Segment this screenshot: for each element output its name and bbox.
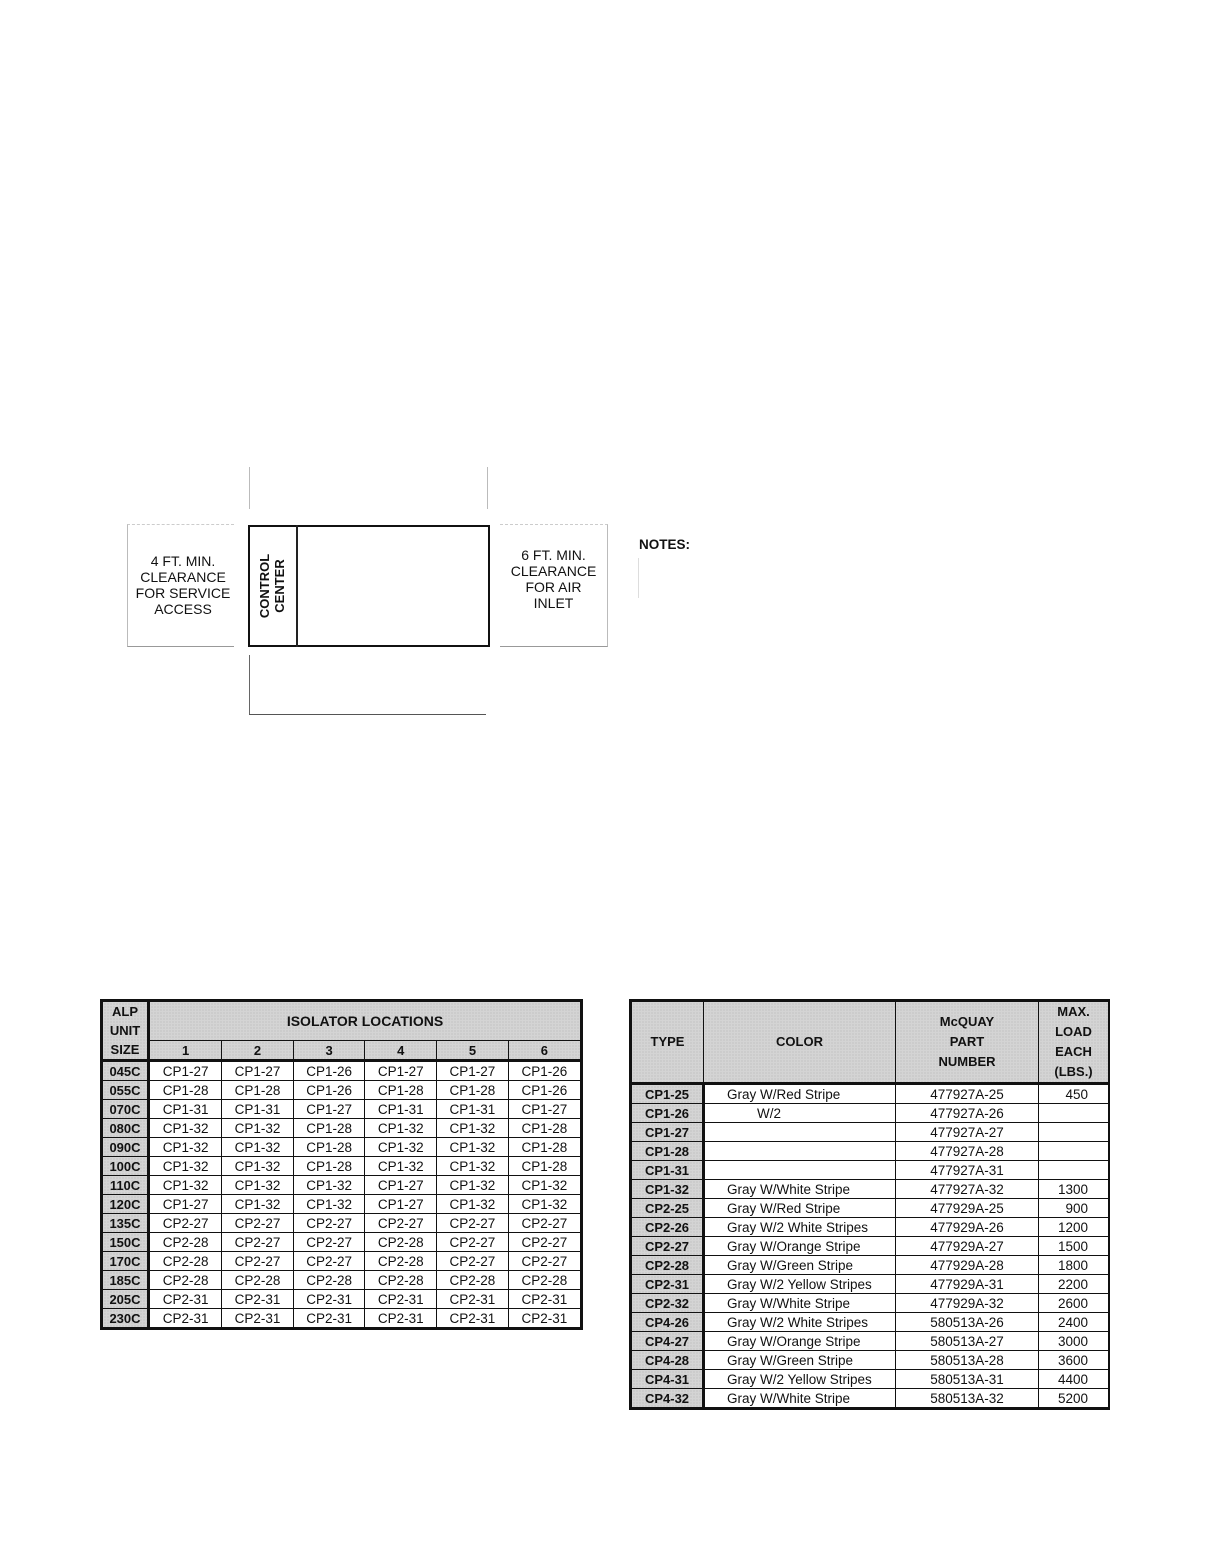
isolator-location-cell: CP2-31: [508, 1290, 581, 1309]
location-number-header: 2: [222, 1041, 294, 1061]
isolator-location-cell: CP1-28: [222, 1081, 294, 1100]
notes-label: NOTES:: [639, 537, 691, 552]
table-row: [102, 1157, 582, 1176]
color-header-text: COLOR: [776, 1034, 823, 1049]
type-cell: CP2-26: [631, 1218, 704, 1237]
isolator-location-cell: CP2-28: [365, 1233, 437, 1252]
isolator-location-cell: CP1-32: [437, 1157, 509, 1176]
max-load-cell: 2600: [1039, 1294, 1110, 1313]
isolator-location-cell: CP2-28: [293, 1271, 365, 1290]
air-inlet-clearance-box: [500, 524, 608, 647]
isolator-location-cell: CP2-28: [149, 1252, 222, 1271]
table-row: [631, 1199, 1110, 1218]
max-load-cell: 5200: [1039, 1389, 1110, 1409]
isolator-location-cell: CP1-27: [293, 1100, 365, 1119]
color-cell: Gray W/White Stripe: [704, 1294, 896, 1313]
isolator-location-cell: CP2-31: [149, 1309, 222, 1329]
color-cell: Gray W/Green Stripe: [704, 1351, 896, 1370]
isolator-location-cell: CP1-31: [222, 1100, 294, 1119]
top-guide-left: [249, 467, 250, 509]
isolator-location-cell: CP1-27: [149, 1061, 222, 1081]
table-row: [102, 1061, 582, 1081]
type-cell: CP2-27: [631, 1237, 704, 1256]
type-cell: CP2-32: [631, 1294, 704, 1313]
max-load-cell: 450: [1039, 1084, 1110, 1104]
isolator-location-cell: CP2-27: [222, 1214, 294, 1233]
isolator-location-cell: CP1-32: [293, 1176, 365, 1195]
isolator-location-cell: CP2-31: [437, 1290, 509, 1309]
service-clearance-label: 4 FT. MIN. CLEARANCE FOR SERVICE ACCESS: [135, 553, 231, 617]
isolator-location-cell: CP1-27: [365, 1176, 437, 1195]
isolator-location-cell: CP2-28: [149, 1271, 222, 1290]
isolator-type-table: [629, 999, 1110, 1410]
unit-size-cell: 185C: [102, 1271, 149, 1290]
service-clearance-box: [127, 524, 234, 647]
isolator-location-cell: CP1-31: [437, 1100, 509, 1119]
isolator-location-cell: CP1-32: [508, 1176, 581, 1195]
part-number-cell: 477927A-25: [896, 1084, 1039, 1104]
type-cell: CP1-27: [631, 1123, 704, 1142]
part-number-cell: 477927A-26: [896, 1104, 1039, 1123]
unit-size-cell: 150C: [102, 1233, 149, 1252]
table-row: [102, 1081, 582, 1100]
table-row: [102, 1214, 582, 1233]
table-row: [102, 1138, 582, 1157]
part-number-cell: 580513A-27: [896, 1332, 1039, 1351]
isolator-location-cell: CP1-27: [365, 1195, 437, 1214]
color-cell: Gray W/Orange Stripe: [704, 1332, 896, 1351]
max-load-cell: [1039, 1104, 1110, 1123]
isolator-location-cell: CP1-32: [437, 1119, 509, 1138]
location-number-header: 4: [365, 1041, 437, 1061]
color-cell: Gray W/Red Stripe: [704, 1084, 896, 1104]
type-cell: CP4-27: [631, 1332, 704, 1351]
location-number-header: 6: [508, 1041, 581, 1061]
unit-size-header: [102, 1001, 149, 1061]
type-cell: CP1-32: [631, 1180, 704, 1199]
isolator-location-cell: CP1-32: [149, 1138, 222, 1157]
color-cell: Gray W/Green Stripe: [704, 1256, 896, 1275]
isolator-location-cell: CP1-32: [149, 1176, 222, 1195]
isolator-location-cell: CP2-28: [508, 1271, 581, 1290]
table-row: [631, 1104, 1110, 1123]
unit-size-cell: 230C: [102, 1309, 149, 1329]
type-cell: CP1-25: [631, 1084, 704, 1104]
isolator-location-cell: CP1-32: [437, 1176, 509, 1195]
isolator-location-cell: CP1-28: [293, 1157, 365, 1176]
isolator-location-cell: CP1-32: [222, 1195, 294, 1214]
location-number-header: 5: [437, 1041, 509, 1061]
color-cell: Gray W/2 White Stripes: [704, 1218, 896, 1237]
max-load-header-text: MAX. LOAD EACH (LBS.): [1054, 1004, 1093, 1079]
isolator-location-cell: CP2-31: [222, 1309, 294, 1329]
type-cell: CP1-26: [631, 1104, 704, 1123]
color-header: [704, 1001, 896, 1084]
table-row: [631, 1142, 1110, 1161]
part-number-cell: 477927A-32: [896, 1180, 1039, 1199]
isolator-location-cell: CP1-27: [365, 1061, 437, 1081]
isolator-location-cell: CP1-28: [149, 1081, 222, 1100]
part-number-cell: 580513A-32: [896, 1389, 1039, 1409]
isolator-locations-table: [100, 999, 583, 1330]
type-cell: CP4-28: [631, 1351, 704, 1370]
table-row: [102, 1309, 582, 1329]
table-row: [631, 1313, 1110, 1332]
max-load-cell: 2400: [1039, 1313, 1110, 1332]
color-cell: Gray W/White Stripe: [704, 1180, 896, 1199]
table-row: [102, 1290, 582, 1309]
table-row: [631, 1256, 1110, 1275]
table-row: [102, 1195, 582, 1214]
type-header-text: TYPE: [650, 1034, 685, 1049]
isolator-location-cell: CP1-28: [508, 1138, 581, 1157]
type-cell: CP2-28: [631, 1256, 704, 1275]
max-load-cell: 1800: [1039, 1256, 1110, 1275]
color-cell: [704, 1161, 896, 1180]
isolator-location-cell: CP2-31: [149, 1290, 222, 1309]
max-load-cell: 1500: [1039, 1237, 1110, 1256]
max-load-header: [1039, 1001, 1110, 1084]
color-cell: Gray W/2 Yellow Stripes: [704, 1370, 896, 1389]
isolator-location-cell: CP2-27: [222, 1252, 294, 1271]
part-number-cell: 477929A-27: [896, 1237, 1039, 1256]
color-cell: W/2: [704, 1104, 896, 1123]
table-row: [102, 1176, 582, 1195]
isolator-location-cell: CP1-26: [293, 1081, 365, 1100]
isolator-location-cell: CP1-26: [508, 1061, 581, 1081]
unit-size-cell: 090C: [102, 1138, 149, 1157]
color-cell: Gray W/Red Stripe: [704, 1199, 896, 1218]
part-number-cell: 477927A-28: [896, 1142, 1039, 1161]
unit-size-cell: 055C: [102, 1081, 149, 1100]
notes-mark: [638, 558, 639, 598]
max-load-cell: 3000: [1039, 1332, 1110, 1351]
max-load-cell: 900: [1039, 1199, 1110, 1218]
unit-size-cell: 070C: [102, 1100, 149, 1119]
isolator-location-cell: CP1-31: [365, 1100, 437, 1119]
table-row: [631, 1180, 1110, 1199]
table-row: [631, 1237, 1110, 1256]
table-row: [631, 1084, 1110, 1104]
part-number-cell: 477927A-31: [896, 1161, 1039, 1180]
type-cell: CP4-32: [631, 1389, 704, 1409]
type-cell: CP1-31: [631, 1161, 704, 1180]
isolator-location-cell: CP1-28: [508, 1119, 581, 1138]
max-load-cell: 2200: [1039, 1275, 1110, 1294]
isolator-location-cell: CP2-28: [365, 1252, 437, 1271]
isolator-location-cell: CP2-31: [365, 1309, 437, 1329]
isolator-location-cell: CP2-31: [222, 1290, 294, 1309]
color-cell: Gray W/Orange Stripe: [704, 1237, 896, 1256]
part-number-header: [896, 1001, 1039, 1084]
table-row: [631, 1389, 1110, 1409]
isolator-location-cell: CP1-32: [437, 1195, 509, 1214]
table-row: [631, 1218, 1110, 1237]
isolator-location-cell: CP1-28: [365, 1081, 437, 1100]
table-row: [631, 1275, 1110, 1294]
isolator-location-cell: CP2-27: [437, 1233, 509, 1252]
isolator-location-cell: CP2-27: [508, 1214, 581, 1233]
air-inlet-clearance-label: 6 FT. MIN. CLEARANCE FOR AIR INLET: [510, 547, 597, 611]
part-number-cell: 580513A-31: [896, 1370, 1039, 1389]
isolator-location-cell: CP1-31: [149, 1100, 222, 1119]
part-number-cell: 477929A-26: [896, 1218, 1039, 1237]
max-load-cell: 3600: [1039, 1351, 1110, 1370]
unit-size-cell: 205C: [102, 1290, 149, 1309]
isolator-location-cell: CP2-27: [508, 1233, 581, 1252]
isolator-location-cell: CP2-31: [293, 1290, 365, 1309]
control-center-divider: [296, 525, 298, 647]
part-number-cell: 477929A-31: [896, 1275, 1039, 1294]
isolator-location-cell: CP2-31: [293, 1309, 365, 1329]
isolator-location-cell: CP2-31: [508, 1309, 581, 1329]
isolator-location-cell: CP2-31: [437, 1309, 509, 1329]
isolator-location-cell: CP1-32: [222, 1176, 294, 1195]
part-number-cell: 580513A-28: [896, 1351, 1039, 1370]
type-cell: CP1-28: [631, 1142, 704, 1161]
isolator-locations-header: ISOLATOR LOCATIONS: [149, 1001, 582, 1041]
isolator-location-cell: CP2-31: [365, 1290, 437, 1309]
isolator-location-cell: CP1-27: [437, 1061, 509, 1081]
part-number-cell: 477927A-27: [896, 1123, 1039, 1142]
isolator-location-cell: CP1-32: [149, 1157, 222, 1176]
unit-size-cell: 170C: [102, 1252, 149, 1271]
location-number-row: [102, 1041, 582, 1061]
table-row: [631, 1351, 1110, 1370]
isolator-location-cell: CP2-27: [508, 1252, 581, 1271]
color-cell: Gray W/2 White Stripes: [704, 1313, 896, 1332]
isolator-location-cell: CP1-32: [222, 1138, 294, 1157]
isolator-location-cell: CP1-26: [293, 1061, 365, 1081]
part-number-cell: 477929A-25: [896, 1199, 1039, 1218]
bottom-guide-base: [249, 714, 486, 715]
isolator-location-cell: CP2-27: [293, 1233, 365, 1252]
table-row: [631, 1370, 1110, 1389]
isolator-location-cell: CP2-27: [437, 1252, 509, 1271]
isolator-location-cell: CP1-27: [149, 1195, 222, 1214]
isolator-location-cell: CP2-28: [149, 1233, 222, 1252]
bottom-guide-left: [249, 655, 250, 715]
part-number-header-text: McQUAY PART NUMBER: [938, 1014, 996, 1069]
isolator-location-cell: CP1-32: [365, 1119, 437, 1138]
max-load-cell: 4400: [1039, 1370, 1110, 1389]
part-number-cell: 580513A-26: [896, 1313, 1039, 1332]
type-table-body: [631, 1084, 1110, 1409]
table-row: [631, 1161, 1110, 1180]
isolator-location-cell: CP1-32: [222, 1119, 294, 1138]
isolator-location-cell: CP2-27: [293, 1214, 365, 1233]
table-row: [631, 1332, 1110, 1351]
max-load-cell: [1039, 1142, 1110, 1161]
isolator-location-cell: CP1-28: [437, 1081, 509, 1100]
type-cell: CP4-26: [631, 1313, 704, 1332]
isolator-location-cell: CP1-27: [222, 1061, 294, 1081]
color-cell: Gray W/White Stripe: [704, 1389, 896, 1409]
isolator-location-cell: CP2-27: [293, 1252, 365, 1271]
unit-size-cell: 080C: [102, 1119, 149, 1138]
table-row: [102, 1233, 582, 1252]
isolator-table-body: [102, 1061, 582, 1329]
type-cell: CP4-31: [631, 1370, 704, 1389]
type-cell: CP2-31: [631, 1275, 704, 1294]
isolator-location-cell: CP2-27: [149, 1214, 222, 1233]
isolator-location-cell: CP2-27: [437, 1214, 509, 1233]
max-load-cell: [1039, 1123, 1110, 1142]
location-number-header: 1: [149, 1041, 222, 1061]
isolator-location-cell: CP2-28: [222, 1271, 294, 1290]
isolator-location-cell: CP1-28: [293, 1119, 365, 1138]
table-row: [102, 1119, 582, 1138]
isolator-location-cell: CP2-28: [437, 1271, 509, 1290]
color-cell: Gray W/2 Yellow Stripes: [704, 1275, 896, 1294]
unit-size-header-text: ALP UNIT SIZE: [109, 1004, 141, 1057]
unit-size-cell: 045C: [102, 1061, 149, 1081]
isolator-location-cell: CP1-26: [508, 1081, 581, 1100]
max-load-cell: 1200: [1039, 1218, 1110, 1237]
isolator-location-cell: CP1-28: [293, 1138, 365, 1157]
unit-size-cell: 110C: [102, 1176, 149, 1195]
isolator-location-cell: CP1-27: [508, 1100, 581, 1119]
isolator-location-cell: CP1-32: [365, 1157, 437, 1176]
isolator-location-cell: CP1-32: [365, 1138, 437, 1157]
table-row: [102, 1271, 582, 1290]
control-center-label: CONTROL CENTER: [257, 553, 287, 619]
isolator-location-cell: CP1-32: [437, 1138, 509, 1157]
part-number-cell: 477929A-28: [896, 1256, 1039, 1275]
type-header: [631, 1001, 704, 1084]
location-number-header: 3: [293, 1041, 365, 1061]
unit-size-cell: 100C: [102, 1157, 149, 1176]
isolator-location-cell: CP1-28: [508, 1157, 581, 1176]
unit-size-cell: 135C: [102, 1214, 149, 1233]
top-guide-right: [487, 467, 488, 509]
isolator-location-cell: CP1-32: [508, 1195, 581, 1214]
isolator-location-cell: CP2-27: [222, 1233, 294, 1252]
table-row: [102, 1252, 582, 1271]
isolator-location-cell: CP1-32: [149, 1119, 222, 1138]
max-load-cell: [1039, 1161, 1110, 1180]
table-row: [631, 1294, 1110, 1313]
color-cell: [704, 1123, 896, 1142]
table-row: [631, 1123, 1110, 1142]
type-cell: CP2-25: [631, 1199, 704, 1218]
table-row: [102, 1100, 582, 1119]
isolator-location-cell: CP2-27: [365, 1214, 437, 1233]
color-cell: [704, 1142, 896, 1161]
unit-size-cell: 120C: [102, 1195, 149, 1214]
max-load-cell: 1300: [1039, 1180, 1110, 1199]
part-number-cell: 477929A-32: [896, 1294, 1039, 1313]
isolator-location-cell: CP2-28: [365, 1271, 437, 1290]
isolator-location-cell: CP1-32: [222, 1157, 294, 1176]
isolator-location-cell: CP1-32: [293, 1195, 365, 1214]
